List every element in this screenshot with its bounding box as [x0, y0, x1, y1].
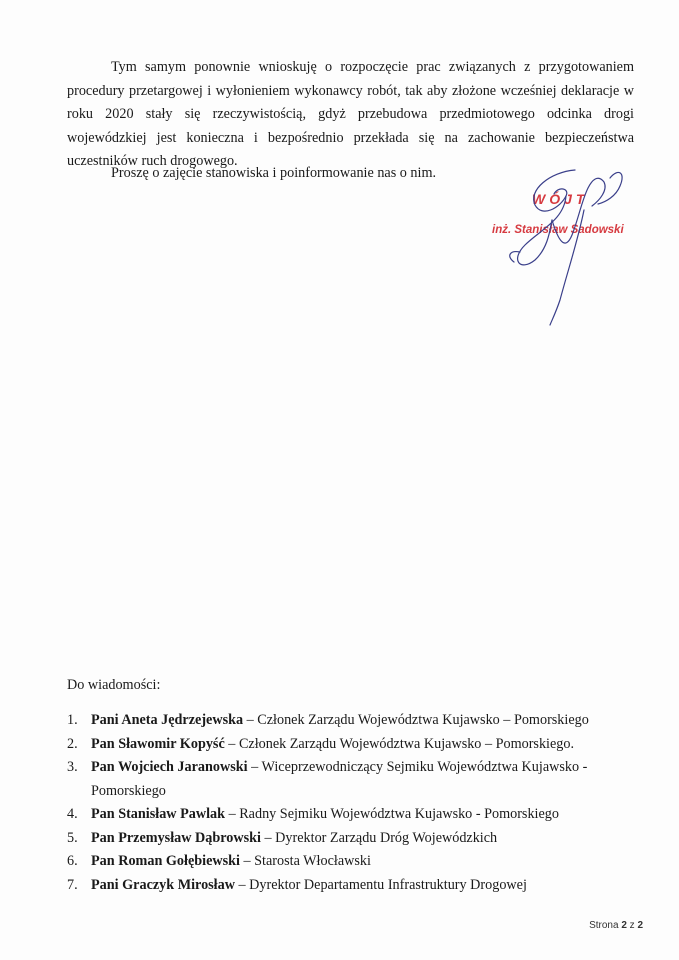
list-item — [67, 756, 607, 803]
recipient-name: Pani Graczyk Mirosław — [91, 876, 235, 893]
recipient-name: Pan Wojciech Jaranowski — [91, 759, 248, 775]
paragraph-text: Proszę o zajęcie stanowiska i poinformowanie nas o nim. — [111, 165, 437, 182]
recipient-desc: – Dyrektor Zarządu Dróg Wojewódzkich — [260, 829, 498, 846]
recipient-name: Pan Sławomir Kopyść — [91, 735, 225, 752]
list-number: 2. — [67, 735, 78, 752]
recipient-name: Pani Aneta Jędrzejewska — [91, 712, 244, 728]
body-paragraph — [67, 56, 634, 174]
list-number: 7. — [67, 876, 78, 893]
list-item — [67, 803, 607, 827]
recipient-name: Pan Roman Gołębiewski — [91, 853, 240, 869]
list-item — [67, 733, 607, 757]
list-number: 5. — [67, 829, 78, 846]
list-number: 4. — [67, 806, 78, 822]
list-item — [67, 850, 607, 874]
cc-heading: Do wiadomości: — [67, 677, 161, 693]
recipient-desc: – Członek Zarządu Województwa Kujawsko – Pomorskiego. — [224, 735, 575, 752]
list-item — [67, 709, 607, 733]
recipient-name: Pan Stanisław Pawlak — [91, 806, 226, 822]
recipient-desc: – Dyrektor Departamentu Infrastruktury Drogowej — [234, 876, 527, 893]
list-number: 1. — [67, 712, 78, 728]
list-item — [67, 874, 607, 898]
recipient-desc: – Starosta Włocławski — [239, 853, 371, 869]
stamp-name: inż. Stanisław Sadowski — [492, 224, 624, 236]
recipient-desc: – Wiceprzewodniczący Sejmiku Województwa Kujawsko - Pomorskiego — [91, 759, 588, 799]
recipient-desc: – Radny Sejmiku Województwa Kujawsko - Pomorskiego — [225, 806, 559, 822]
total-pages: 2 — [637, 920, 643, 931]
list-number: 3. — [67, 759, 78, 775]
cc-list — [67, 709, 607, 897]
list-number: 6. — [67, 853, 78, 869]
page-number — [589, 920, 643, 931]
recipient-desc: – Członek Zarządu Województwa Kujawsko – Pomorskiego — [243, 712, 589, 728]
stamp-title: WÓJT — [532, 191, 589, 207]
current-page: 2 — [621, 920, 627, 931]
page-separator: z — [629, 920, 635, 931]
page-label: Strona — [589, 920, 619, 931]
signature — [480, 160, 650, 330]
recipient-name: Pan Przemysław Dąbrowski — [91, 829, 261, 846]
list-item — [67, 827, 607, 851]
paragraph-text: Tym samym ponownie wnioskuję o rozpoczęcie prac związanych z przygotowaniem procedury przetargowej i wyłonieniem wykonawcy robót, tak aby złożone wcześniej deklaracje w roku 2020 stały się rzeczywistością, gdyż przebudowa przedmiotowego odcinka drogi wojewódzkiej jest konieczna i bezpośrednio przekłada się na zachowanie bezpieczeństwa uczestników ruch drogowego. — [67, 59, 634, 170]
